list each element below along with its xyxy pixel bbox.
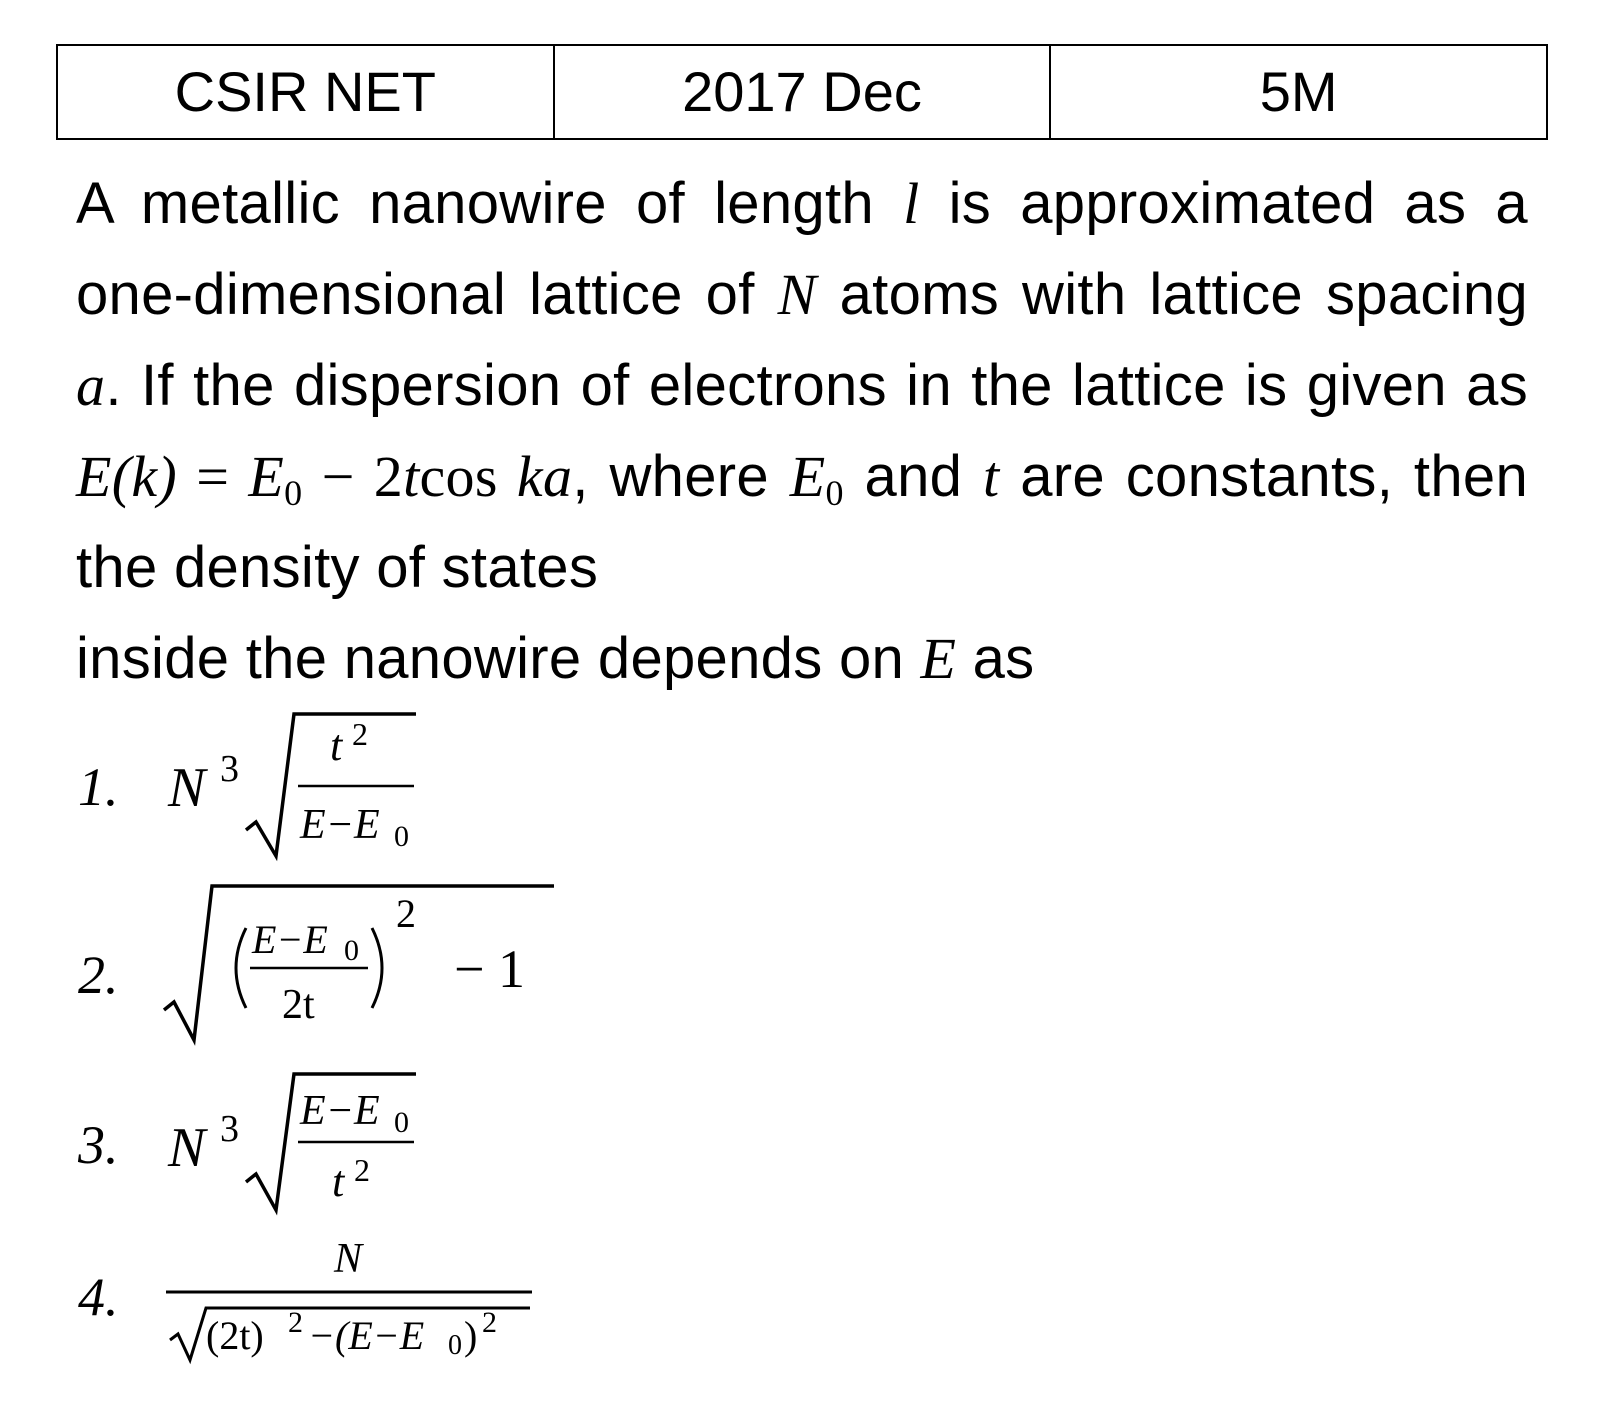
option-4-den-a: (2t) [206,1313,264,1358]
option-4-den-b-sub: 0 [448,1330,462,1361]
option-1-n: N [168,757,206,819]
question-part: , where [572,444,790,509]
option-2-num: E−E [252,917,328,962]
option-4-den-c: ) [464,1313,478,1358]
eq-e0: E [248,444,285,509]
header-table [56,44,1548,140]
question-last-line [76,613,1528,704]
option-1-number: 1. [78,757,119,817]
option-2-exp: 2 [396,891,416,936]
question-text [76,158,1528,704]
var-e0 [789,444,844,513]
var-e: E [920,626,957,691]
eq-cos: cos [419,444,517,509]
option-1-formula [168,710,428,860]
option-4-den-a-exp: 2 [288,1306,303,1339]
var-n: N [777,262,817,327]
option-3-sqrt-icon [168,1070,428,1220]
var-e0-sub: 0 [825,472,844,513]
session-cell: 2017 Dec [554,45,1051,139]
option-4-den-c-exp: 2 [482,1306,497,1339]
option-4-formula [166,1236,546,1406]
option-3-formula [168,1070,428,1220]
question-part: and [843,444,984,509]
var-e0-base: E [789,444,826,509]
option-3-exp: 3 [220,1108,239,1150]
var-t: t [983,444,1000,509]
option-3-number: 3. [78,1115,119,1175]
option-3-den-exp: 2 [354,1152,370,1188]
var-a: a [76,353,106,418]
question-part: A metallic nanowire of length [76,171,904,236]
option-2-formula [160,880,560,1050]
option-4-den-b: −(E−E [308,1313,425,1358]
option-2-tail: − 1 [454,939,525,999]
eq-t: t [403,444,420,509]
option-1-num-exp: 2 [352,716,368,752]
option-2-den: 2t [282,982,315,1028]
option-1-num: t [330,721,343,770]
question-part: inside the nanowire depends on [76,626,921,691]
exam-cell: CSIR NET [57,45,554,139]
eq-e0-sub: 0 [284,472,303,513]
question-part: atoms with lattice spacing [816,262,1528,327]
eq-ka: ka [516,444,573,509]
question-part: . If the dispersion of electrons in the lattice is given as [105,353,1528,418]
option-4-num: N [334,1236,363,1282]
question-part: as [956,626,1035,691]
option-4-number: 4. [78,1267,119,1327]
eq-minus: − 2 [302,444,404,509]
option-1-den: E−E [300,802,380,848]
option-1-exp: 3 [220,748,239,790]
option-1-den-sub: 0 [394,820,409,853]
option-3-n: N [168,1117,206,1179]
option-3-num: E−E [300,1088,380,1134]
option-3-den: t [332,1157,345,1206]
var-l: l [903,171,920,236]
question-part: are constants, then the density of states [76,444,1528,600]
marks-cell: 5M [1050,45,1547,139]
header-row [57,45,1547,139]
option-3-num-sub: 0 [394,1106,409,1139]
question-body [76,158,1528,613]
dispersion-equation [76,444,573,513]
option-1-sqrt-icon [168,710,428,860]
eq-lhs: E(k) [76,444,178,509]
eq-equals: = [177,444,249,509]
option-2-number: 2. [78,945,119,1005]
option-2-num-sub: 0 [344,934,359,967]
question-part: is approximated as a one-dimensional lattice of [76,171,1528,327]
